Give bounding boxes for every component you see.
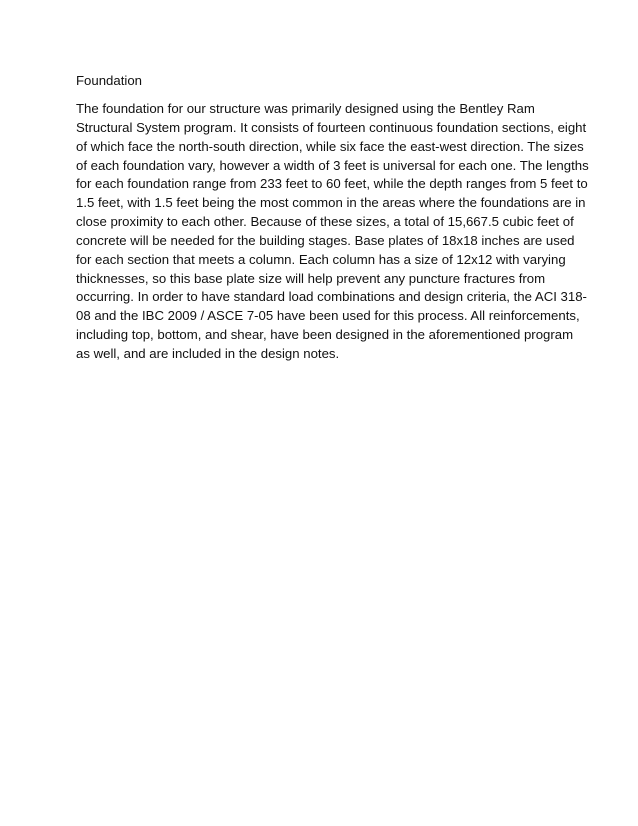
paragraph-line: for each foundation range from 233 feet to 60 feet, while the depth ranges from 5 feet to [76,176,588,192]
paragraph-line: 1.5 feet, with 1.5 feet being the most common in the areas where the foundations are in [76,195,586,211]
paragraph-line: occurring. In order to have standard load combinations and design criteria, the ACI 318- [76,289,587,305]
paragraph-line: Structural System program. It consists of fourteen continuous foundation sections, eight [76,119,587,135]
document-content [76,72,589,364]
paragraph-line: concrete will be needed for the building stages. Base plates of 18x18 inches are used [76,232,575,248]
paragraph-line: thicknesses, so this base plate size will help prevent any puncture fractures from [76,270,546,286]
paragraph-line: close proximity to each other. Because of these sizes, a total of 15,667.5 cubic feet of [76,214,574,230]
paragraph-line: The foundation for our structure was primarily designed using the Bentley Ram [76,101,535,116]
paragraph-line: for each section that meets a column. Each column has a size of 12x12 with varying [76,251,566,267]
section-heading: Foundation [76,73,142,88]
paragraph-line: of which face the north-south direction, while six face the east-west direction. The sizes [76,138,584,154]
paragraph-line: of each foundation vary, however a width of 3 feet is universal for each one. The lengths [76,157,589,173]
paragraph-line: 08 and the IBC 2009 / ASCE 7-05 have been used for this process. All reinforcements, [76,308,580,324]
paragraph-line: including top, bottom, and shear, have been designed in the aforementioned program [76,327,574,343]
paragraph-line: as well, and are included in the design notes. [76,345,340,361]
body-paragraph [76,100,589,364]
